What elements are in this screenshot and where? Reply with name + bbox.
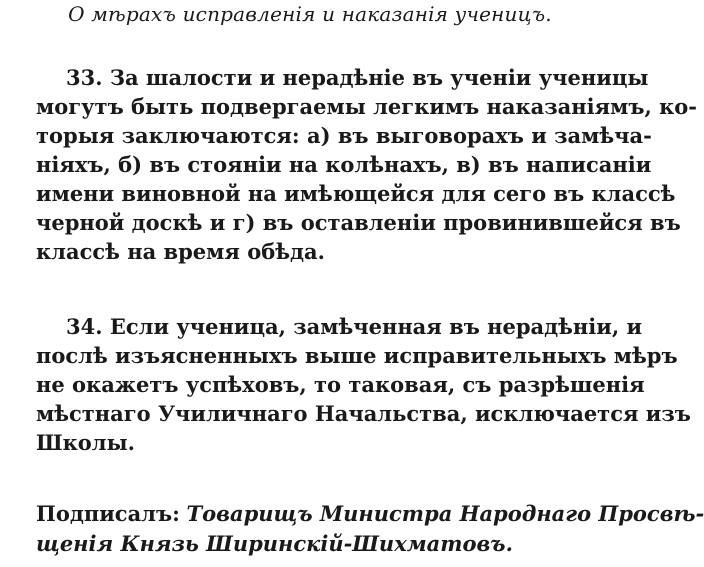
paragraph-line: имени виновной на имѣющейся для сего въ классѣ — [36, 181, 676, 206]
signature-block — [36, 499, 704, 559]
signature-text: щенія Князь Ширинскій-Шихматовъ. — [36, 531, 513, 556]
paragraph-line: 34. Если ученица, замѣченная въ нерадѣніи, и — [66, 314, 643, 339]
paragraph-line: классѣ на время обѣда. — [36, 239, 325, 264]
paragraph-line: могутъ быть подвергаемы легкимъ наказаніямъ, ко- — [36, 94, 697, 119]
paragraph-33 — [36, 63, 697, 266]
signature-line — [36, 499, 704, 529]
signature-line — [36, 529, 606, 559]
signature-label: Подписалъ: — [36, 501, 180, 526]
paragraph-line: Школы. — [36, 430, 135, 455]
paragraph-line: послѣ изъясненныхъ выше исправительныхъ мѣръ — [36, 343, 678, 368]
paragraph-line: не окажетъ успѣховъ, то таковая, съ разрѣшенія — [36, 372, 645, 397]
paragraph-line: ніяхъ, б) въ стояніи на колѣнахъ, в) въ написаніи — [36, 152, 652, 177]
paragraph-line: 33. За шалости и нерадѣніе въ ученіи ученицы — [66, 65, 649, 90]
paragraph-line: торыя заключаются: а) въ выговорахъ и замѣча- — [36, 123, 652, 148]
paragraph-34 — [36, 312, 691, 457]
paragraph-line: черной доскѣ и г) въ оставленіи провинившейся въ — [36, 210, 681, 235]
section-heading: О мѣрахъ исправленія и наказанія ученицъ. — [68, 2, 552, 26]
signature-text: Товарищъ Министра Народнаго Просвѣ- — [186, 501, 704, 526]
paragraph-line: мѣстнаго Училичнаго Начальства, исключается изъ — [36, 401, 691, 426]
